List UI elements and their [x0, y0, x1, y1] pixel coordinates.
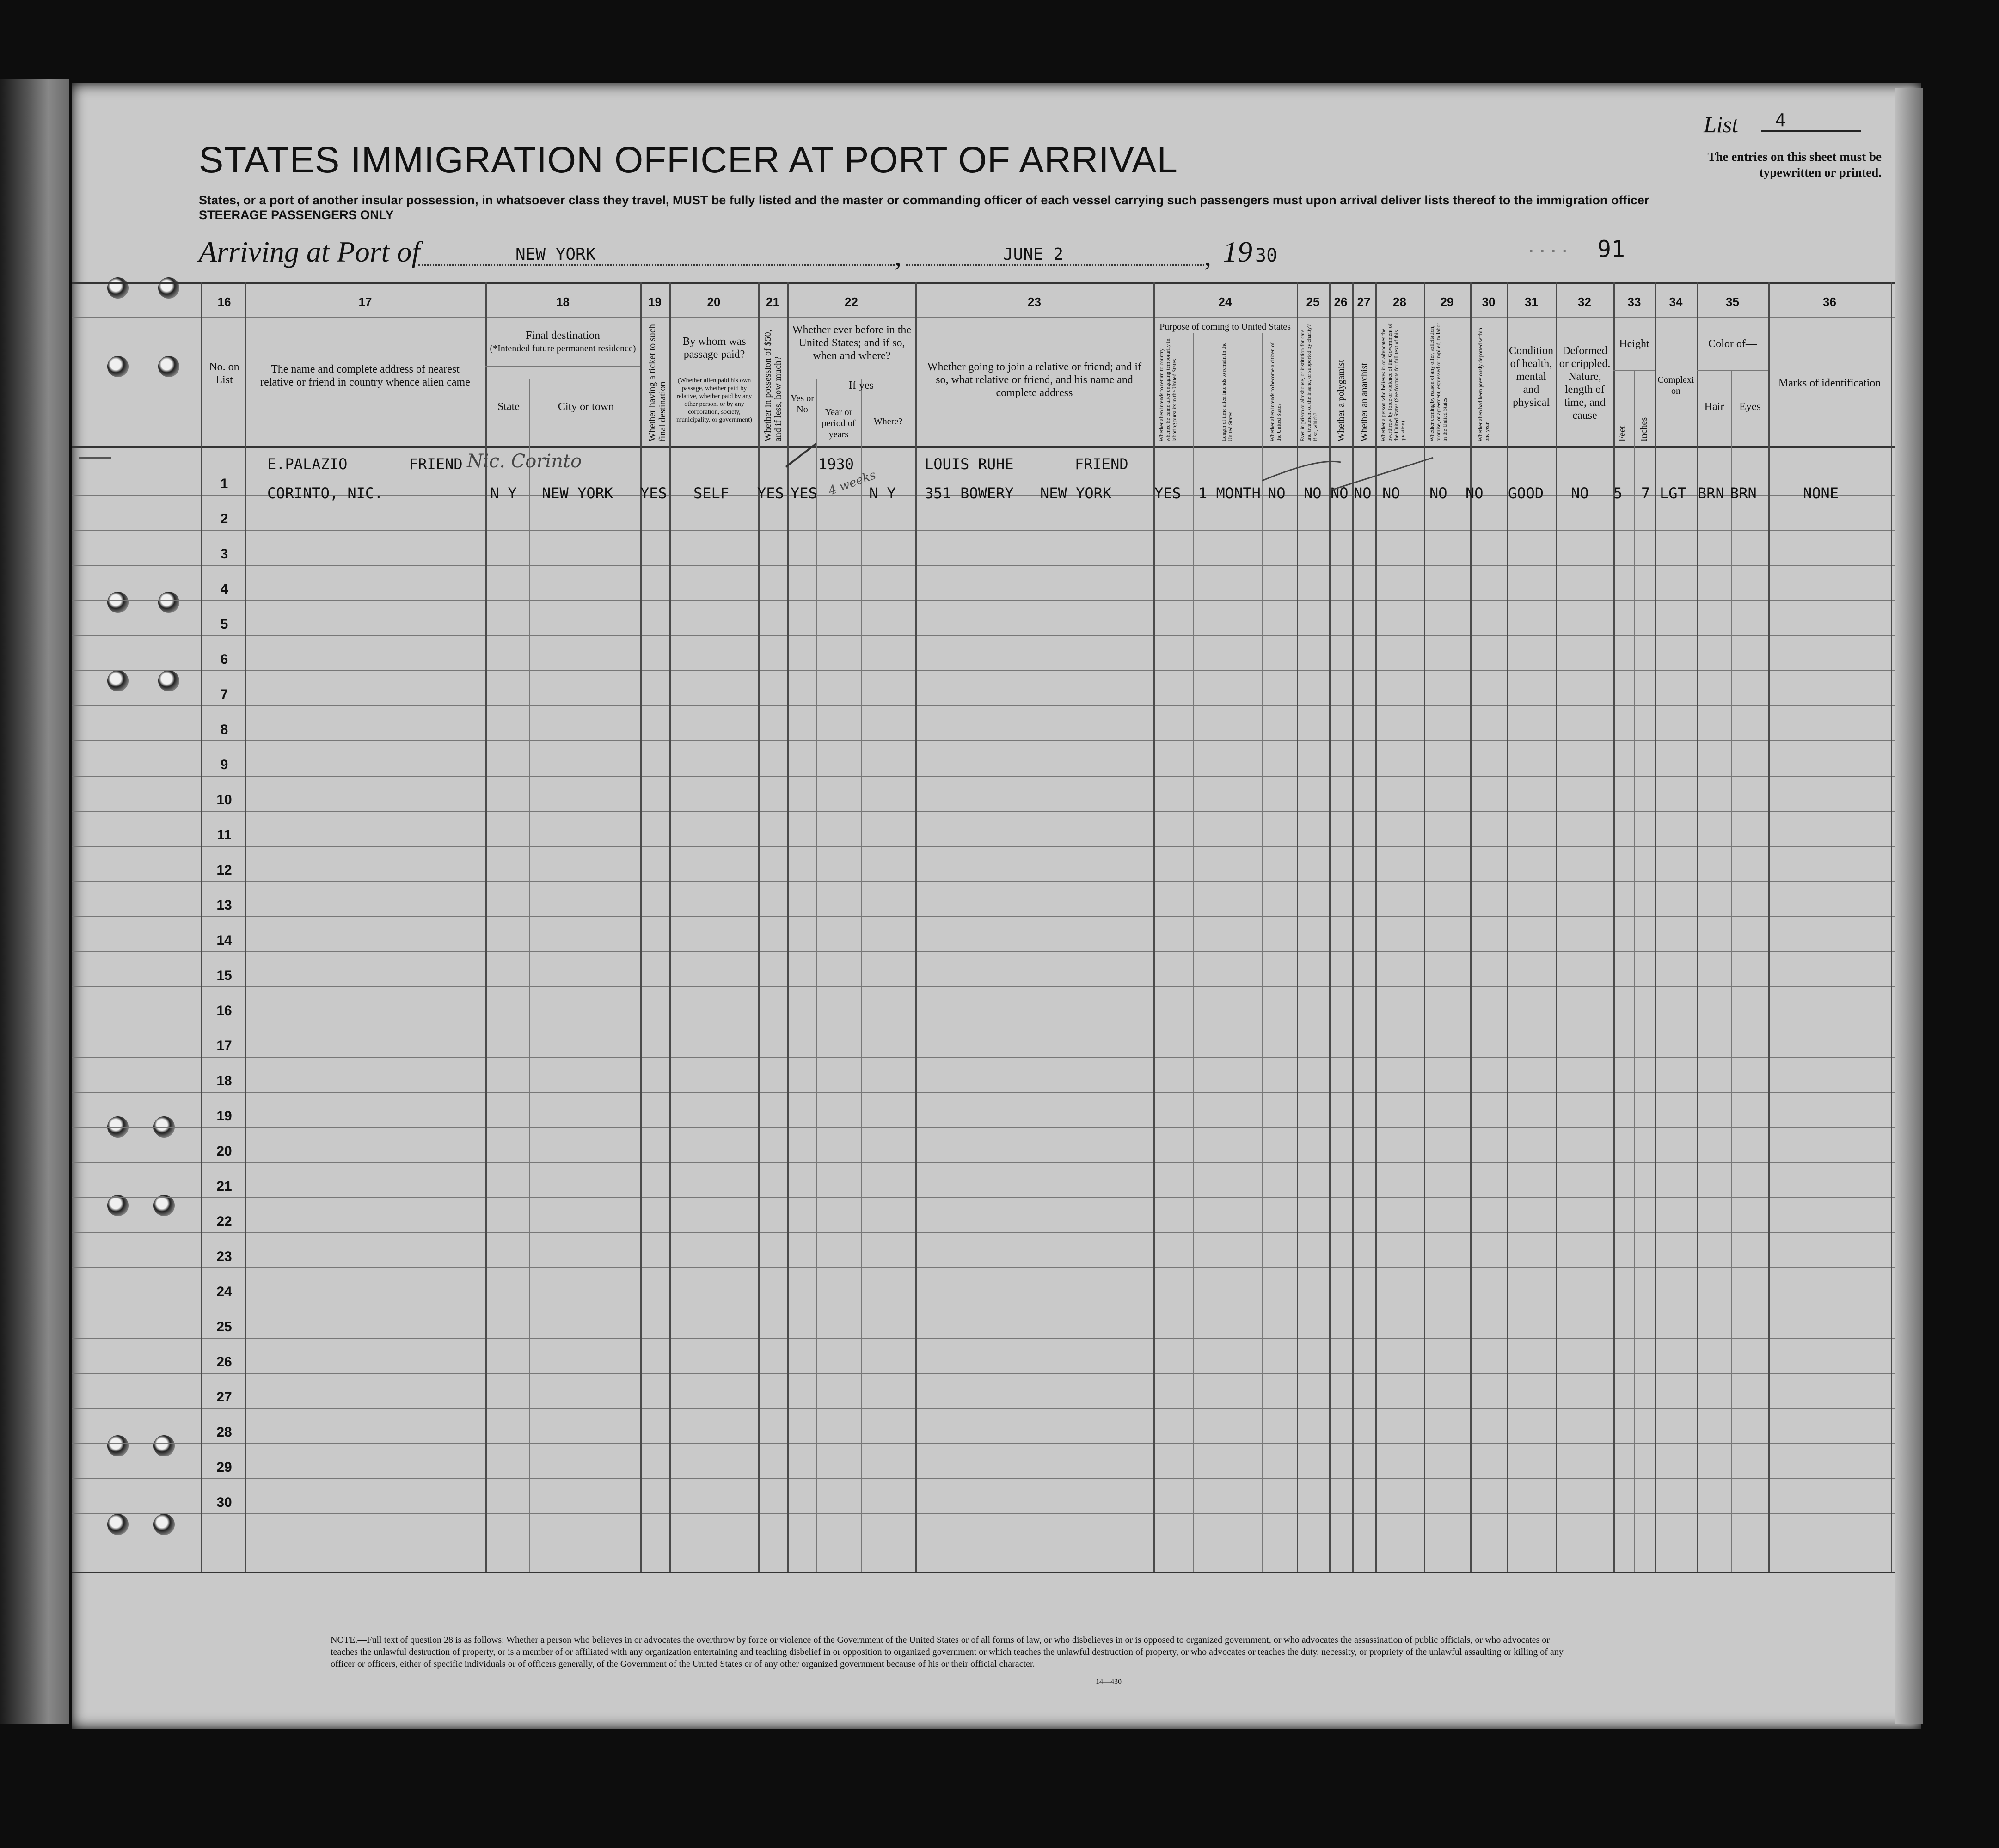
form-number: 14—430: [1096, 1678, 1122, 1686]
marks-value: NONE: [1803, 484, 1839, 502]
row-number: 17: [216, 1038, 232, 1053]
header-height: Height: [1619, 338, 1649, 350]
row-number: 23: [216, 1249, 232, 1264]
intro-text: States, or a port of another insular possession, in whatsoever class they travel, MUST be fully listed and the master or commanding officer of each vessel carrying such passengers must upon arrival deliver lists thereof to the immigration officer: [199, 193, 1649, 207]
header-return-intent: Whether alien intends to return to country whence he came after engaging temporarily in laboring pursuits in the United States: [1158, 338, 1177, 441]
relative-type: FRIEND: [409, 455, 463, 473]
col-number: 31: [1525, 295, 1538, 309]
col-number: 20: [707, 295, 721, 309]
hair-value: BRN: [1698, 484, 1724, 502]
col-number: 34: [1669, 295, 1683, 309]
row-number: 20: [216, 1144, 232, 1159]
arriving-label: Arriving at Port of: [199, 235, 420, 268]
row-number: 7: [220, 687, 228, 702]
col-number: 26: [1334, 295, 1348, 309]
money-value: YES: [757, 484, 784, 502]
labor-offer-value: NO: [1429, 484, 1447, 502]
polygamist-value: NO: [1331, 484, 1349, 502]
arrival-date: JUNE 2: [1003, 245, 1064, 264]
ticket-value: YES: [640, 484, 667, 502]
row-number: 5: [220, 617, 228, 632]
row-number: 3: [220, 546, 228, 562]
header-if-yes: If yes—: [849, 379, 885, 392]
prison-value: NO: [1304, 484, 1322, 502]
relative-name: E.PALAZIO: [267, 455, 348, 473]
row-number: 11: [217, 827, 232, 843]
header-no-on-list: No. on List: [209, 361, 239, 386]
dest-state: N Y: [490, 484, 517, 502]
header-relative-address: The name and complete address of nearest relative or friend in country whence alien came: [260, 363, 470, 388]
row-number: 6: [220, 652, 228, 667]
year-prefix: 19: [1223, 235, 1252, 268]
header-feet: Feet: [1617, 425, 1627, 441]
intends-return: YES: [1154, 484, 1181, 502]
row-number: 26: [216, 1354, 232, 1370]
header-eyes: Eyes: [1739, 401, 1761, 413]
header-deformed: Deformed or crippled. Nature, length of time, and cause: [1559, 345, 1611, 422]
header-year: Year or period of years: [822, 407, 856, 440]
header-passage-note: (Whether alien paid his own passage, whether paid by relative, whether paid by any other person, or by any corporation, society, municipality, or government): [676, 377, 752, 423]
col-number: 21: [766, 295, 779, 309]
col-number: 22: [845, 295, 858, 309]
complexion-value: LGT: [1660, 484, 1686, 502]
row-number: 21: [216, 1179, 232, 1194]
list-number: 4: [1775, 110, 1786, 130]
row-number: 30: [216, 1495, 232, 1510]
header-state: State: [497, 401, 520, 413]
col-number: 29: [1440, 295, 1454, 309]
col-number: 18: [556, 295, 570, 309]
eyes-value: BRN: [1730, 484, 1757, 502]
row-number: 14: [216, 933, 232, 948]
row-number: 16: [216, 1003, 232, 1018]
relative-address: CORINTO, NIC.: [267, 484, 383, 502]
header-length-of-stay: Length of time alien intends to remain in the United States: [1220, 343, 1233, 441]
header-become-citizen: Whether alien intends to become a citizen of the United States: [1269, 342, 1282, 441]
header-yes-or-no: Yes or No: [791, 393, 814, 415]
before-yes-no: YES: [791, 484, 817, 502]
row-number: 2: [220, 511, 228, 526]
row-number: 29: [216, 1460, 232, 1475]
page-number: 91: [1597, 236, 1625, 263]
row-number: 9: [220, 757, 228, 772]
header-polygamist: Whether a polygamist: [1336, 360, 1346, 441]
col-number: 36: [1823, 295, 1836, 309]
health-value: GOOD: [1508, 484, 1544, 502]
header-passage: By whom was passage paid?: [682, 336, 746, 361]
col-number: 28: [1393, 295, 1406, 309]
overthrow-value: NO: [1382, 484, 1400, 502]
header-purpose: Purpose of coming to United States: [1159, 322, 1291, 332]
col-number: 16: [217, 295, 231, 309]
entries-note: The entries on this sheet must be typewritten or printed.: [1707, 150, 1882, 179]
height-inches: 7: [1641, 484, 1650, 502]
row-number: 18: [216, 1073, 232, 1089]
header-before-us: Whether ever before in the United States; and if so, when and where?: [792, 324, 912, 362]
header-prison: Ever in prison or almshouse, or institution for care and treatment of the insane, or supported by charity? If so, which?: [1299, 324, 1318, 441]
separator-comma: ,: [1204, 241, 1211, 271]
header-final-destination: Final destination: [526, 330, 600, 342]
arrival-port: NEW YORK: [515, 245, 596, 264]
header-join-relative: Whether going to join a relative or friend; and if so, what relative or friend, and his name and complete address: [927, 361, 1142, 399]
col-number: 25: [1306, 295, 1320, 309]
separator-comma: ,: [895, 241, 901, 271]
header-labor-offer: Whether coming by reason of any offer, solicitation, promise, or agreement, expressed or implied, to labor in the United States: [1429, 323, 1448, 441]
deported-value: NO: [1466, 484, 1484, 502]
header-health: Condition of health, mental and physical: [1508, 345, 1553, 409]
row-number: 10: [216, 792, 232, 808]
col-number: 35: [1726, 295, 1739, 309]
year-suffix: 30: [1255, 245, 1278, 266]
dest-city: NEW YORK: [542, 484, 613, 502]
page-title: STATES IMMIGRATION OFFICER AT PORT OF ARRIVAL: [199, 139, 1178, 180]
row-number: 12: [216, 863, 232, 878]
height-feet: 5: [1613, 484, 1623, 502]
before-year: 1930: [818, 455, 854, 473]
header-marks: Marks of identification: [1778, 377, 1881, 389]
row-number: 15: [216, 968, 232, 983]
col-number: 32: [1578, 295, 1591, 309]
header-money: Whether in possession of $50, and if less, how much?: [763, 330, 783, 441]
row-number: 28: [216, 1425, 232, 1440]
row-number: 1: [220, 476, 228, 491]
deformed-value: NO: [1571, 484, 1589, 502]
header-color-of: Color of—: [1708, 338, 1757, 350]
join-address: 351 BOWERY: [925, 484, 1014, 502]
anarchist-value: NO: [1354, 484, 1372, 502]
header-deported: Whether alien had been previously deported within one year: [1477, 328, 1490, 441]
header-anarchist: Whether an anarchist: [1359, 363, 1369, 441]
col-number: 23: [1028, 295, 1041, 309]
before-where: N Y: [869, 484, 896, 502]
row-number: 25: [216, 1319, 232, 1334]
footnote: NOTE.—Full text of question 28 is as follows: Whether a person who believes in or advocates the overthrow by force or violence of the Government of the United States or of all forms of law, or who disbelieves in or is opposed to organized government, or who advocates the assassination of public officials, or who advocates or teaches the unlawful destruction of property, or is a member of or affiliated with any organization entertaining and teaching disbelief in or opposition to organized government or which teaches the unlawful destruction of property, or who advocates or teaches the duty, necessity, or propriety of the unlawful assaulting or killing of any officer or officers, either of specific individuals or of officers generally, of the Government of the United States or of any other organized government because of his or their official character.: [331, 1635, 1564, 1669]
header-city: City or town: [558, 401, 614, 413]
col-number: 19: [648, 295, 662, 309]
list-label: List: [1704, 111, 1739, 137]
handwritten-note: Nic. Corinto: [467, 451, 582, 472]
join-name: LOUIS RUHE: [925, 455, 1014, 473]
header-ticket: Whether having a ticket to such final destination: [647, 324, 668, 441]
header-inches: Inches: [1639, 417, 1649, 441]
passage-paid-by: SELF: [693, 484, 730, 502]
header-overthrow: Whether a person who believes in or advocates the overthrow by force or violence of the Government of the United States (See footnote for full text of this question): [1380, 323, 1406, 441]
steerage-text: STEERAGE PASSENGERS ONLY: [199, 208, 394, 222]
col-number: 17: [358, 295, 372, 309]
row-number: 4: [220, 581, 228, 597]
col-number: 33: [1627, 295, 1641, 309]
header-hair: Hair: [1704, 401, 1724, 413]
row-number: 8: [220, 722, 228, 737]
become-citizen: NO: [1268, 484, 1286, 502]
before-handwritten: 4 weeks: [827, 468, 878, 498]
row-number: 22: [216, 1214, 232, 1229]
col-number: 24: [1218, 295, 1232, 309]
row-number: 27: [216, 1389, 232, 1405]
row-number: 19: [216, 1108, 232, 1124]
join-relation: FRIEND: [1075, 455, 1128, 473]
length-of-stay: 1 MONTH: [1198, 484, 1261, 502]
header-complexion: Complexion: [1657, 375, 1694, 396]
page-stamp-faint: ....: [1526, 236, 1570, 257]
header-final-destination-note: (*Intended future permanent residence): [490, 343, 636, 354]
join-city: NEW YORK: [1040, 484, 1112, 502]
row-number: 13: [216, 898, 232, 913]
col-number: 27: [1357, 295, 1371, 309]
col-number: 30: [1482, 295, 1496, 309]
row-number: 24: [216, 1284, 232, 1299]
header-where: Where?: [873, 416, 903, 427]
